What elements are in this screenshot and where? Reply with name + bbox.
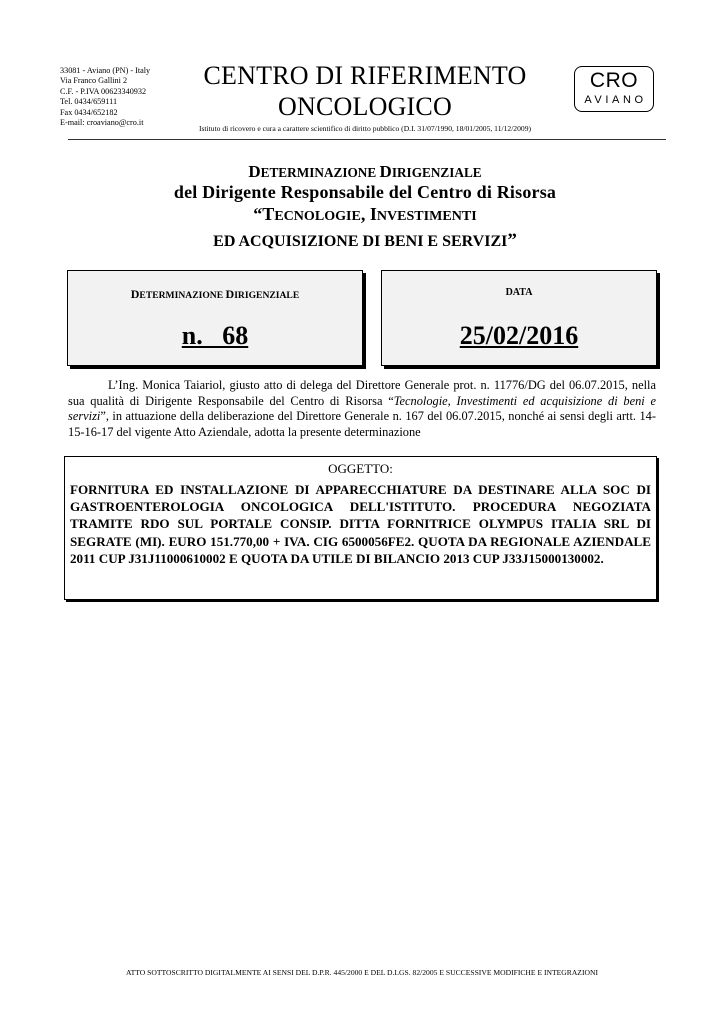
determination-label: DETERMINAZIONE DIRIGENZIALE [130, 287, 300, 301]
address-line: 33081 - Aviano (PN) - Italy [60, 66, 151, 75]
cro-logo [574, 66, 654, 112]
date-value: 25/02/2016 [459, 321, 579, 350]
subject-label: OGGETTO: [328, 461, 393, 476]
determination-number-box [67, 270, 363, 366]
org-subtitle: Istituto di ricovero e cura a carattere scientifico di diritto pubblico (D.I. 31/07/1990, 18/01/2005, 11/12/2009) [198, 124, 532, 133]
address-line: Fax 0434/652182 [60, 107, 118, 117]
date-label: DATA [505, 287, 533, 298]
address-line: E-mail: croaviano@cro.it [60, 118, 144, 128]
subject-text: FORNITURA ED INSTALLAZIONE DI APPARECCHIATURE DA DESTINARE ALLA SOC DI GASTROENTEROLOGIA ONCOLOGICA DELL'ISTITUTO. PROCEDURA NEGOZIATA TRAMITE RDO SUL PORTALE CONSIP. DITTA FORNITRICE OLYMPUS ITALIA SRL DI SEGRATE (MI). EURO 151.770,00 + IVA. CIG 6500056FE2. QUOTA DA REGIONALE AZIENDALE 2011 CUP J31J11000610002 E QUOTA DA UTILE DI BILANCIO 2013 CUP J33J15000130002. [70, 482, 651, 566]
title-line-acquisizione: ED ACQUISIZIONE DI BENI E SERVIZI” [213, 230, 517, 251]
title-line-dirigente: del Dirigente Responsabile del Centro di Risorsa [173, 182, 557, 202]
logo-text-aviano: AVIANO [584, 94, 647, 106]
address-line: Via Franco Gallini 2 [60, 76, 128, 86]
determination-number: n. 68 [181, 321, 249, 350]
address-line: Tel. 0434/659111 [60, 97, 118, 107]
footer-note: ATTO SOTTOSCRITTO DIGITALMENTE AI SENSI DEL D.P.R. 445/2000 E DEL D.LGS. 82/2005 E SUCCESSIVE MODIFICHE E INTEGRAZIONI [126, 968, 598, 977]
logo-text-cro: CRO [589, 69, 639, 92]
org-name-line1: CENTRO DI RIFERIMENTO [203, 61, 527, 90]
document-title: DETERMINAZIONE DIRIGENZIALE [248, 162, 482, 181]
address-line: C.F. - P.IVA 00623340932 [60, 86, 147, 96]
date-box [381, 270, 657, 366]
preamble-paragraph: L’Ing. Monica Taiariol, giusto atto di delega del Direttore Generale prot. n. 11776/DG del 06.07.2015, nella sua qualità di Dirigente Responsabile del Centro di Risorsa “Tecnologie, Investimenti ed acquisizione di beni e servizi”, in attuazione della deliberazione del Direttore Generale n. 167 del 06.07.2015, nonché ai sensi degli artt. 14-15-16-17 del vigente Atto Aziendale, adotta la presente determinazione [68, 378, 656, 439]
org-name [150, 60, 580, 122]
subject-box [64, 456, 657, 600]
header-divider [68, 139, 666, 140]
title-line-tecnologie: “TECNOLOGIE, INVESTIMENTI [253, 204, 477, 224]
org-name-line2: ONCOLOGICO [278, 92, 452, 121]
